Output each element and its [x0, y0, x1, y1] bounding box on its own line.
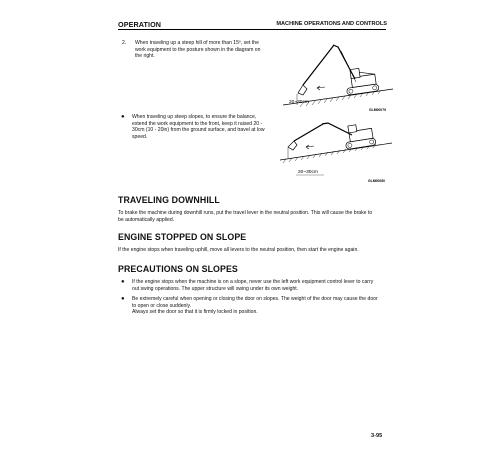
heading-precautions: PRECAUTIONS ON SLOPES	[118, 264, 238, 274]
figure-code: GLM00080	[368, 179, 385, 183]
text-line: To brake the machine during downhill runs, put the travel lever in the neutral position. This will cause the brake to	[118, 210, 373, 216]
text-line: speed.	[132, 133, 148, 140]
item2-text	[135, 40, 260, 60]
text-line: Always set the door so that it is firmly locked in position.	[132, 309, 258, 316]
precaution-bullet-1	[132, 279, 373, 292]
text-line: the right.	[135, 53, 155, 60]
text-line: When traveling up steep slopes, to ensure the balance,	[132, 114, 257, 120]
bullet1-text	[132, 114, 265, 140]
chapter-header: MACHINE OPERATIONS AND CONTROLS	[276, 21, 387, 27]
text-line: Be extremely careful when opening or closing the door on slopes. The weight of the door may cause the door	[132, 296, 378, 302]
figure-uphill-posture	[283, 37, 393, 115]
dimension-label: 20~30cm	[289, 100, 309, 105]
header-rule	[118, 29, 386, 30]
item-number: 2.	[122, 40, 127, 46]
text-line: out swing operations. The upper structure will swing under its own weight.	[132, 285, 299, 292]
text-line: If the engine stops when the machine is on a slope, never use the left work equipment control lever to carry	[132, 279, 374, 285]
figure-steep-slope-travel	[280, 117, 392, 185]
heading-engine-stopped: ENGINE STOPPED ON SLOPE	[118, 232, 247, 242]
bullet-icon: ●	[121, 279, 125, 285]
text-line: 30cm (10 - 20in) from the ground surface, and travel at low	[132, 127, 265, 134]
section-header: OPERATION	[118, 20, 162, 29]
bullet-icon: ●	[121, 114, 125, 120]
text-line: be automatically applied.	[118, 216, 175, 223]
heading-traveling-downhill: TRAVELING DOWNHILL	[118, 195, 220, 205]
page-number: 3-95	[371, 433, 383, 439]
text-line: When traveling up a steep hill of more than 15º, set the	[135, 40, 259, 46]
precaution-bullet-2	[132, 296, 378, 316]
text-line: work equipment to the posture shown in the diagram on	[135, 46, 261, 53]
excavator-slope-illustration	[280, 117, 392, 185]
bullet-icon: ●	[121, 296, 125, 302]
text-line: extend the work equipment to the front, keep it raised 20 -	[132, 120, 263, 127]
excavator-uphill-illustration	[283, 37, 393, 115]
text-line: to open or close suddenly.	[132, 302, 192, 309]
engine-text	[118, 247, 359, 254]
text-line: If the engine stops when traveling uphill, move all levers to the neutral position, then start the engine again.	[118, 247, 359, 253]
downhill-text	[118, 210, 372, 223]
figure-code: GLM00079	[369, 108, 386, 112]
dimension-label: 20~30cm	[298, 170, 318, 175]
